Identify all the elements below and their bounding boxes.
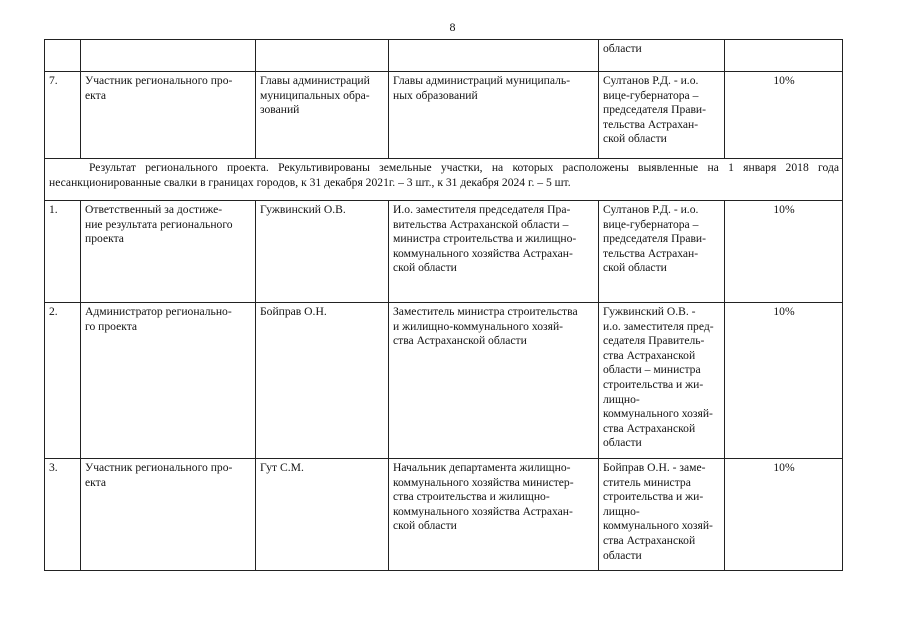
cell-curator bbox=[599, 40, 725, 72]
cell-num: 7. bbox=[45, 72, 81, 159]
cell-share: 10% bbox=[725, 459, 843, 571]
result-row bbox=[45, 159, 843, 201]
cell-person: Бойправ О.Н. bbox=[256, 303, 389, 459]
cell-position: Заместитель министра строительства и жилищно-коммунального хозяй- ства Астраханской области bbox=[389, 303, 599, 459]
cell-num: 2. bbox=[45, 303, 81, 459]
table-row bbox=[45, 459, 843, 571]
cell-share: 10% bbox=[725, 303, 843, 459]
curator-text: области bbox=[603, 42, 642, 55]
table-row bbox=[45, 72, 843, 159]
responsibility-table bbox=[44, 39, 843, 571]
cell-role: Участник регионального про- екта bbox=[81, 459, 256, 571]
cell-role bbox=[81, 40, 256, 72]
cell-curator: Гужвинский О.В. - и.о. заместителя пред- седателя Правитель- ства Астраханской области – министра строительства и жи- лищно- коммунального хозяй- ства Астраханской области bbox=[599, 303, 725, 459]
table-row-continuation bbox=[45, 40, 843, 72]
cell-person: Главы администраций муниципальных обра- зований bbox=[256, 72, 389, 159]
cell-position: Начальник департамента жилищно- коммунального хозяйства министер- ства строительства и жилищно- коммунального хозяйства Астрахан- ской области bbox=[389, 459, 599, 571]
cell-position bbox=[389, 40, 599, 72]
cell-curator: Султанов Р.Д. - и.о. вице-губернатора – председателя Прави- тельства Астрахан- ской области bbox=[599, 201, 725, 303]
cell-curator: Султанов Р.Д. - и.о. вице-губернатора – председателя Прави- тельства Астрахан- ской области bbox=[599, 72, 725, 159]
cell-position: Главы администраций муниципаль- ных образований bbox=[389, 72, 599, 159]
cell-share bbox=[725, 40, 843, 72]
cell-share: 10% bbox=[725, 201, 843, 303]
page-number: 8 bbox=[449, 20, 456, 34]
table-row bbox=[45, 303, 843, 459]
cell-num: 3. bbox=[45, 459, 81, 571]
cell-num bbox=[45, 40, 81, 72]
cell-person: Гут С.М. bbox=[256, 459, 389, 571]
cell-share: 10% bbox=[725, 72, 843, 159]
cell-person bbox=[256, 40, 389, 72]
cell-role: Участник регионального про- екта bbox=[81, 72, 256, 159]
table-row bbox=[45, 201, 843, 303]
cell-position: И.о. заместителя председателя Пра- вительства Астраханской области – министра строительства и жилищно- коммунального хозяйства Астрахан- ской области bbox=[389, 201, 599, 303]
cell-role: Ответственный за достиже- ние результата регионального проекта bbox=[81, 201, 256, 303]
cell-role: Администратор регионально- го проекта bbox=[81, 303, 256, 459]
cell-num: 1. bbox=[45, 201, 81, 303]
cell-curator: Бойправ О.Н. - заме- ститель министра строительства и жи- лищно- коммунального хозяй- ства Астраханской области bbox=[599, 459, 725, 571]
result-text: Результат регионального проекта. Рекультивированы земельные участки, на которых расположены выявленные на 1 января 2018 года несанкционированные свалки в границах городов, к 31 декабря 2021г. – 3 шт., к 31 декабря 2024 г. – 5 шт. bbox=[45, 159, 843, 201]
cell-person: Гужвинский О.В. bbox=[256, 201, 389, 303]
